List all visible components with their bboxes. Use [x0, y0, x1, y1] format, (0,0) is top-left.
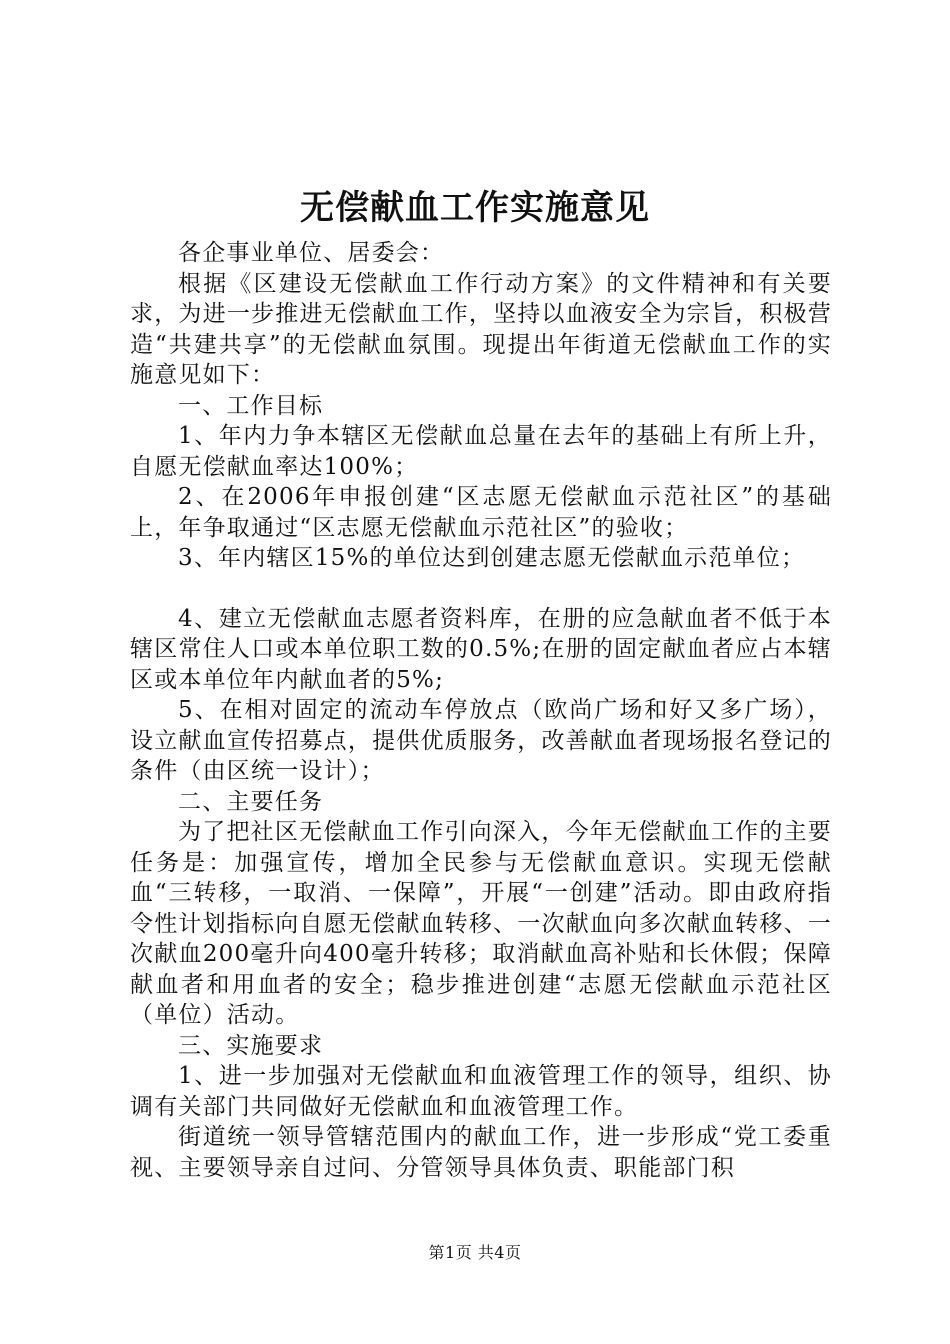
section-heading-requirements: 三、实施要求 [178, 1032, 324, 1059]
paragraph-gap [130, 574, 832, 604]
document-body [130, 238, 832, 1183]
goal-item-5: 5、在相对固定的流动车停放点（欧尚广场和好又多广场），设立献血宣传招募点，提供优质服务，改善献血者现场报名登记的条件（由区统一设计）； [130, 697, 832, 784]
goal-item-3: 3、年内辖区15%的单位达到创建志愿无偿献血示范单位； [178, 545, 806, 571]
requirement-item-1: 1、进一步加强对无偿献血和血液管理工作的领导，组织、协调有关部门共同做好无偿献血和血液管理工作。 [130, 1063, 832, 1120]
goal-item-4: 4、建立无偿献血志愿者资料库，在册的应急献血者不低于本辖区常住人口或本单位职工数的0.5%;在册的固定献血者应占本辖区或本单位年内献血者的5%; [130, 605, 832, 693]
goal-item-1: 1、年内力争本辖区无偿献血总量在去年的基础上有所上升，自愿无偿献血率达100%； [130, 423, 832, 480]
document-title: 无偿献血工作实施意见 [300, 188, 650, 228]
section-heading-goals: 一、工作目标 [178, 392, 324, 419]
page-footer: 第1页 共4页 [428, 1243, 522, 1262]
intro-paragraph: 根据《区建设无偿献血工作行动方案》的文件精神和有关要求，为进一步推进无偿献血工作，坚持以血液安全为宗旨，积极营造“共建共享”的无偿献血氛围。现提出年街道无偿献血工作的实施意见如下： [130, 270, 832, 388]
requirement-paragraph: 街道统一领导管辖范围内的献血工作，进一步形成“党工委重视、主要领导亲自过问、分管领导具体负责、职能部门积 [130, 1124, 832, 1181]
tasks-paragraph: 为了把社区无偿献血工作引向深入，今年无偿献血工作的主要任务是：加强宣传，增加全民参与无偿献血意识。实现无偿献血“三转移，一取消、一保障”，开展“一创建”活动。即由政府指令性计划指标向自愿无偿献血转移、一次献血向多次献血转移、一次献血200毫升向400毫升转移；取消献血高补贴和长休假；保障献血者和用血者的安全；稳步推进创建“志愿无偿献血示范社区（单位）活动。 [130, 819, 832, 1028]
salutation: 各企事业单位、居委会： [178, 240, 445, 266]
section-heading-tasks: 二、主要任务 [178, 788, 324, 815]
goal-item-2: 2、在2006年申报创建“区志愿无偿献血示范社区”的基础上，年争取通过“区志愿无偿献血示范社区”的验收； [130, 484, 832, 541]
